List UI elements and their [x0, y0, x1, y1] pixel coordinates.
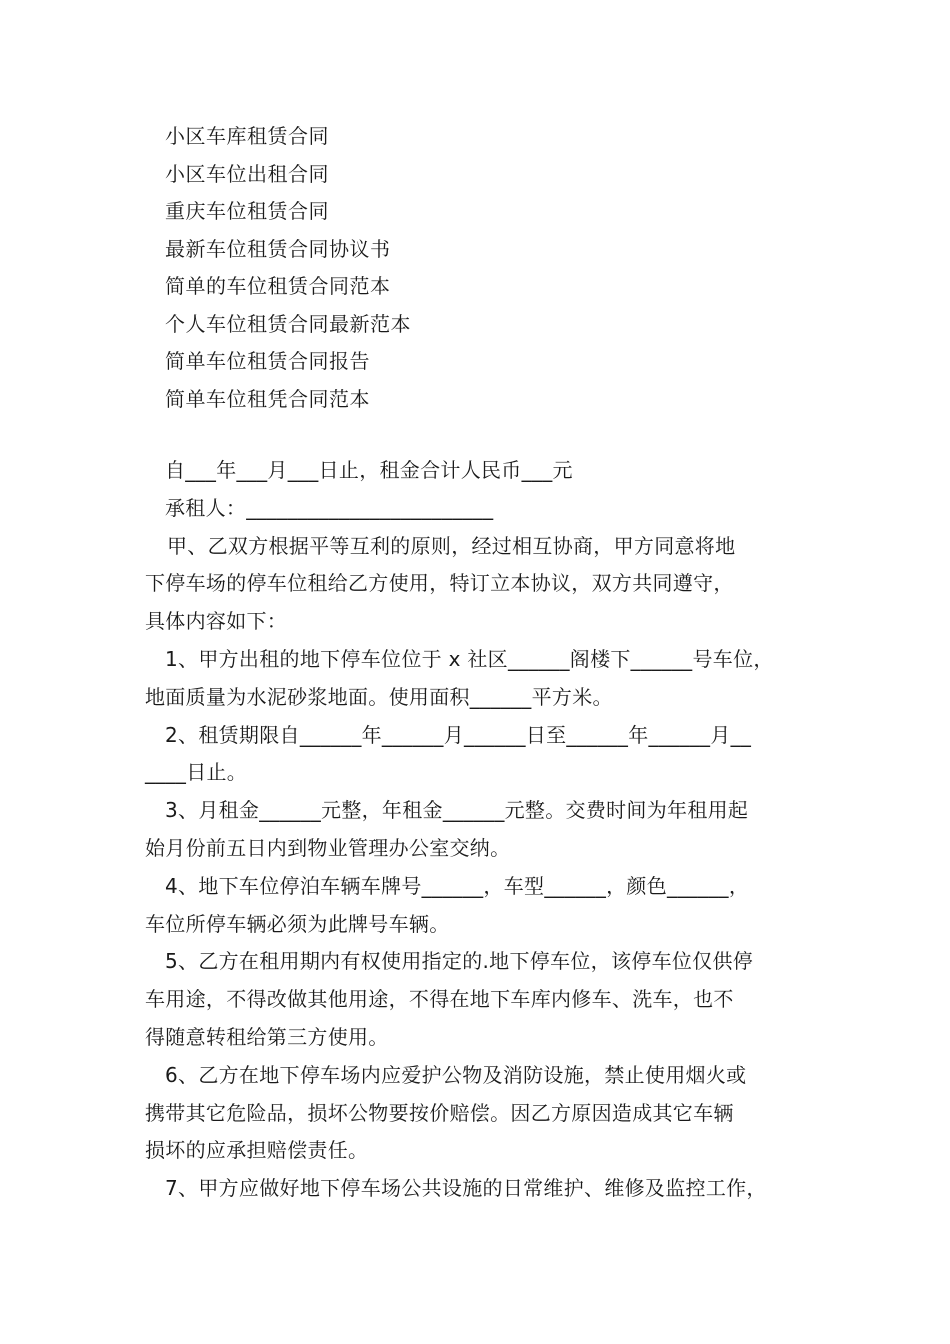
- lease-term-line: 自___年___月___日止，租金合计人民币___元: [165, 458, 573, 482]
- clause-7: [145, 1170, 825, 1208]
- paragraph-line: 6、乙方在地下停车场内应爱护公物及消防设施，禁止使用烟火或: [165, 1062, 747, 1087]
- contract-body: [145, 452, 825, 1208]
- intro-paragraph: [145, 528, 825, 641]
- paragraph-line: 3、月租金______元整，年租金______元整。交费时间为年租用起: [165, 798, 749, 823]
- clause-2: [145, 717, 825, 793]
- paragraph-line: 5、乙方在租用期内有权使用指定的.地下停车位，该停车位仅供停: [165, 949, 754, 974]
- related-article-link[interactable]: 简单车位租赁合同报告: [165, 349, 370, 373]
- paragraph-line: 具体内容如下：: [145, 609, 288, 634]
- related-article-link[interactable]: 重庆车位租赁合同: [165, 199, 329, 223]
- lessee-signature-line: 承租人：________________________: [165, 495, 494, 520]
- related-article-link[interactable]: 最新车位租赁合同协议书: [165, 236, 391, 261]
- clause-5: [145, 943, 825, 1056]
- paragraph-line: 车位所停车辆必须为此牌号车辆。: [145, 911, 450, 936]
- related-article-link[interactable]: 简单的车位租赁合同范本: [165, 274, 391, 298]
- related-article-link[interactable]: 个人车位租赁合同最新范本: [165, 311, 411, 336]
- paragraph-line: 携带其它危险品，损坏公物要按价赔偿。因乙方原因造成其它车辆: [145, 1100, 734, 1125]
- clause-1: [145, 641, 825, 717]
- paragraph-line: 车用途，不得改做其他用途，不得在地下车库内修车、洗车，也不: [145, 987, 734, 1012]
- paragraph-line: 始月份前五日内到物业管理办公室交纳。: [145, 835, 511, 860]
- paragraph-line: 2、租赁期限自______年______月______日至______年______月__: [165, 722, 752, 747]
- clause-6: [145, 1057, 825, 1170]
- paragraph-line: 1、甲方出租的地下停车位位于 x 社区______阁楼下______号车位，: [165, 646, 774, 671]
- paragraph-line: 损坏的应承担赔偿责任。: [145, 1138, 369, 1163]
- clause-3: [145, 792, 825, 868]
- paragraph-line: ____日止。: [145, 760, 248, 785]
- related-article-link[interactable]: 小区车位出租合同: [165, 161, 329, 186]
- related-article-link[interactable]: 小区车库租赁合同: [165, 124, 329, 148]
- paragraph-line: 7、甲方应做好地下停车场公共设施的日常维护、维修及监控工作，: [165, 1176, 767, 1201]
- paragraph-line: 甲、乙双方根据平等互利的原则，经过相互协商，甲方同意将地: [167, 533, 736, 558]
- paragraph-line: 下停车场的停车位租给乙方使用，特订立本协议，双方共同遵守，: [145, 571, 734, 596]
- paragraph-line: 得随意转租给第三方使用。: [145, 1024, 389, 1049]
- related-articles-list: [165, 118, 805, 418]
- clause-4: [145, 868, 825, 944]
- paragraph-line: 4、地下车位停泊车辆车牌号______，车型______，颜色______，: [165, 873, 750, 898]
- paragraph-line: 地面质量为水泥砂浆地面。使用面积______平方米。: [145, 684, 613, 709]
- related-article-link[interactable]: 简单车位租凭合同范本: [165, 386, 370, 411]
